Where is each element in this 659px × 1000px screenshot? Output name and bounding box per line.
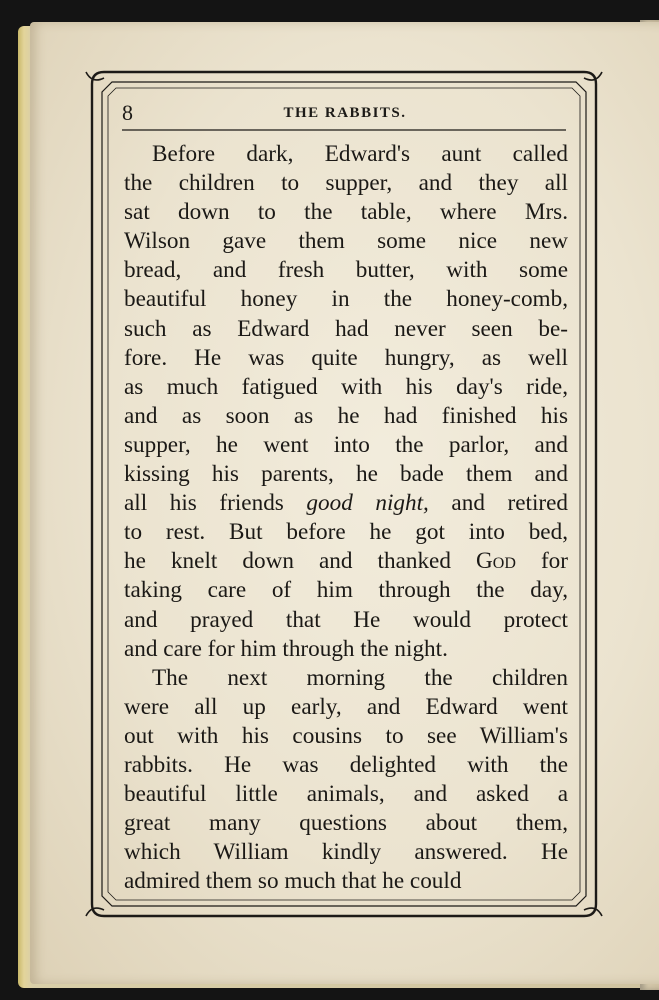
- body-text: [124, 140, 568, 896]
- text-line: and as soon as he had finished his: [124, 402, 568, 429]
- text-line: out with his cousins to see William's: [124, 722, 568, 749]
- running-header: [122, 100, 568, 132]
- text-line: admired them so much that he could: [124, 868, 462, 895]
- text-line: fore. He was quite hungry, as well: [124, 344, 568, 371]
- page-number: 8: [122, 100, 133, 125]
- text-line: and prayed that He would protect: [124, 606, 568, 633]
- text-line: rabbits. He was delighted with the: [124, 751, 568, 778]
- text-run: and retired: [428, 490, 569, 517]
- text-line: and care for him through the night.: [124, 635, 448, 662]
- text-line: Wilson gave them some nice new: [124, 228, 568, 255]
- text-line: sat down to the table, where Mrs.: [124, 199, 568, 226]
- text-line: taking care of him through the day,: [124, 577, 568, 604]
- running-title: THE RABBITS.: [283, 105, 407, 121]
- text-line: kissing his parents, he bade them and: [124, 461, 568, 488]
- italic-phrase: good night,: [306, 490, 429, 517]
- text-line: such as Edward had never seen be-: [124, 315, 568, 342]
- text-line: beautiful honey in the honey-comb,: [124, 286, 568, 313]
- text-line: supper, he went into the parlor, and: [124, 431, 568, 458]
- text-line: bread, and fresh butter, with some: [124, 257, 568, 284]
- text-line: Before dark, Edward's aunt called: [152, 141, 568, 167]
- text-line: The next morning the children: [152, 664, 568, 691]
- text-run: for: [515, 548, 569, 575]
- text-line: beautiful little animals, and asked a: [124, 781, 568, 808]
- text-run: he knelt down and thanked: [124, 548, 477, 575]
- text-line: great many questions about them,: [124, 810, 568, 837]
- text-line: as much fatigued with his day's ride,: [124, 373, 568, 400]
- text-line: which William kindly answered. He: [124, 839, 568, 866]
- text-line: the children to supper, and they all: [124, 170, 568, 197]
- text-run: all his friends: [124, 490, 307, 517]
- text-line: [124, 547, 568, 576]
- text-line: to rest. But before he got into bed,: [124, 519, 568, 546]
- small-caps-word: God: [476, 548, 516, 575]
- text-line: were all up early, and Edward went: [124, 693, 568, 720]
- text-line: [124, 489, 568, 518]
